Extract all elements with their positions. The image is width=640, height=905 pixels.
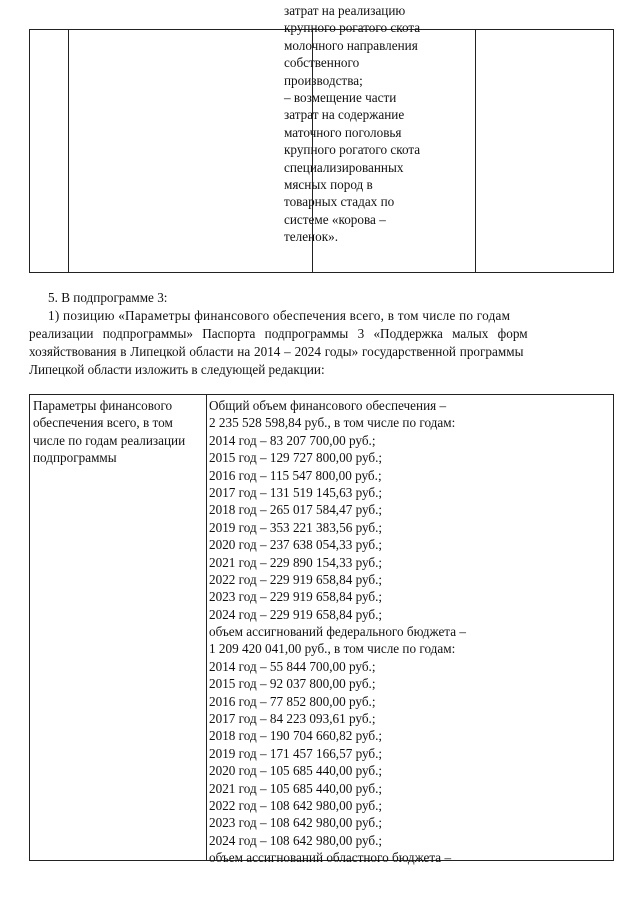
text-line: затрат на содержание [284, 107, 405, 123]
financing-line: Общий объем финансового обеспечения – [209, 398, 447, 413]
text-line: Параметры финансового [33, 398, 173, 413]
paragraph-line: Липецкой области изложить в следующей редакции: [29, 362, 325, 377]
text-line: мясных пород в [284, 177, 373, 193]
financing-line: 2022 год – 229 919 658,84 руб.; [209, 571, 383, 587]
financing-line: 2017 год – 131 519 145,63 руб.; [209, 484, 383, 500]
financing-line: 2021 год – 105 685 440,00 руб.; [209, 780, 383, 796]
financing-line: 1 209 420 041,00 руб., в том числе по годам: [209, 641, 456, 657]
financing-line: 2024 год – 229 919 658,84 руб.; [209, 606, 383, 622]
top-table-measures-text [284, 2, 444, 246]
top-table-col-number [30, 30, 69, 272]
text-line: подпрограммы [33, 450, 117, 466]
section-heading: 5. В подпрограмме 3: [48, 290, 168, 305]
financing-line: объем ассигнований федерального бюджета – [209, 624, 466, 640]
financing-line: 2 235 528 598,84 руб., в том числе по годам: [209, 415, 456, 431]
text-line: производства; [284, 72, 363, 88]
financing-line: объем ассигнований областного бюджета – [209, 850, 452, 866]
financing-table [29, 394, 614, 866]
top-table-col-name [68, 30, 313, 272]
financing-line: 2018 год – 265 017 584,47 руб.; [209, 502, 383, 518]
financing-line: 2018 год – 190 704 660,82 руб.; [209, 728, 383, 744]
financing-line: 2023 год – 108 642 980,00 руб.; [209, 815, 383, 831]
financing-line: 2015 год – 129 727 800,00 руб.; [209, 450, 383, 466]
text-line: затрат на реализацию [284, 3, 406, 18]
text-line: – возмещение части [284, 90, 397, 106]
financing-line: 2015 год – 92 037 800,00 руб.; [209, 676, 376, 692]
text-line: системе «корова – [284, 211, 386, 227]
financing-line: 2021 год – 229 890 154,33 руб.; [209, 554, 383, 570]
financing-line: 2014 год – 83 207 700,00 руб.; [209, 432, 376, 448]
financing-line: 2019 год – 171 457 166,57 руб.; [209, 745, 383, 761]
text-line: молочного направления [284, 37, 418, 53]
financing-values [209, 397, 613, 867]
financing-line: 2023 год – 229 919 658,84 руб.; [209, 589, 383, 605]
financing-line: 2020 год – 237 638 054,33 руб.; [209, 537, 383, 553]
financing-parameter-label [33, 397, 205, 467]
text-line: числе по годам реализации [33, 432, 186, 448]
text-line: обеспечения всего, в том [33, 415, 173, 431]
financing-line: 2017 год – 84 223 093,61 руб.; [209, 711, 376, 727]
financing-line: 2016 год – 115 547 800,00 руб.; [209, 467, 382, 483]
text-line: крупного рогатого скота [284, 142, 421, 158]
text-line: специализированных [284, 159, 404, 175]
text-line: собственного [284, 55, 360, 71]
financing-line: 2016 год – 77 852 800,00 руб.; [209, 693, 376, 709]
financing-line: 2022 год – 108 642 980,00 руб.; [209, 797, 383, 813]
financing-line: 2024 год – 108 642 980,00 руб.; [209, 832, 383, 848]
financing-line: 2020 год – 105 685 440,00 руб.; [209, 763, 383, 779]
paragraph-line: 1) позицию «Параметры финансового обеспечения всего, в том числе по годам [48, 308, 511, 323]
text-line: теленок». [284, 229, 338, 245]
table-column-divider [206, 395, 207, 860]
paragraph-line: реализации подпрограммы» Паспорта подпрограммы 3 «Поддержка малых форм [29, 326, 528, 341]
financing-line: 2014 год – 55 844 700,00 руб.; [209, 658, 376, 674]
text-line: товарных стадах по [284, 194, 395, 210]
text-line: крупного рогатого скота [284, 20, 421, 36]
financing-line: 2019 год – 353 221 383,56 руб.; [209, 519, 383, 535]
paragraph-line: хозяйствования в Липецкой области на 2014 – 2024 годы» государственной программы [29, 344, 524, 359]
text-line: маточного поголовья [284, 124, 402, 140]
